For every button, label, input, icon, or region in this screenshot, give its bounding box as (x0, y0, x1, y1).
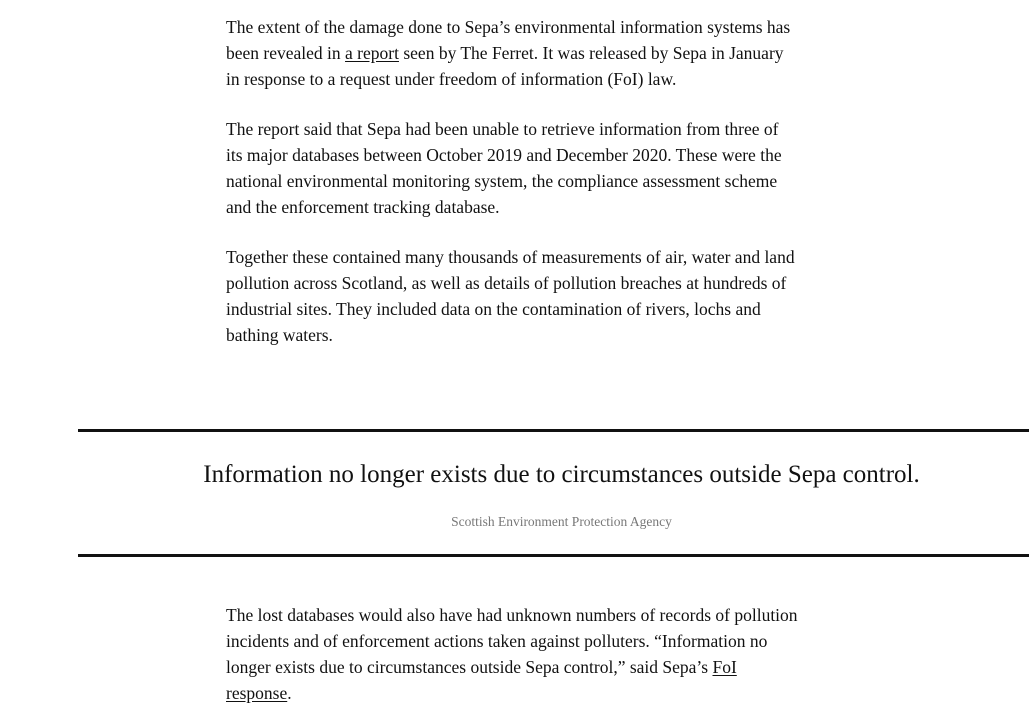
paragraph-1-text-before: The extent of the damage done to Sepa’s environmental information systems has been revealed in (226, 17, 791, 63)
pullquote (78, 429, 1029, 557)
paragraph-3-text: Together these contained many thousands of measurements of air, water and land pollution across Scotland, as well as details of pollution breaches at hundreds of industrial sites. They included data on the contamination of rivers, lochs and bathing waters. (226, 247, 795, 345)
article-body-top (226, 0, 796, 372)
paragraph-1-text-after: seen by The Ferret. It was released by Sepa in January in response to a request under freedom of information (FoI) law. (226, 43, 784, 89)
paragraph-2-text: The report said that Sepa had been unable to retrieve information from three of its major databases between October 2019 and December 2020. These were the national environmental monitoring system, the compliance assessment scheme and the enforcement tracking database. (226, 119, 782, 217)
foi-response-link[interactable]: FoI response (226, 657, 737, 703)
paragraph-4-text-after: . (287, 683, 292, 703)
paragraph-1 (226, 14, 796, 92)
pullquote-text: Information no longer exists due to circumstances outside Sepa control. (203, 461, 920, 488)
pullquote-attribution: Scottish Environment Protection Agency (451, 514, 672, 529)
paragraph-2 (226, 116, 796, 220)
paragraph-3 (226, 244, 796, 348)
paragraph-4-text-before: The lost databases would also have had unknown numbers of records of pollution incidents and of enforcement actions taken against polluters. “Information no longer exists due to circumstances outside Sepa control,” said Sepa’s (226, 605, 798, 677)
report-link[interactable]: a report (345, 43, 399, 63)
paragraph-4 (226, 602, 806, 706)
article-body-bottom (226, 588, 806, 706)
